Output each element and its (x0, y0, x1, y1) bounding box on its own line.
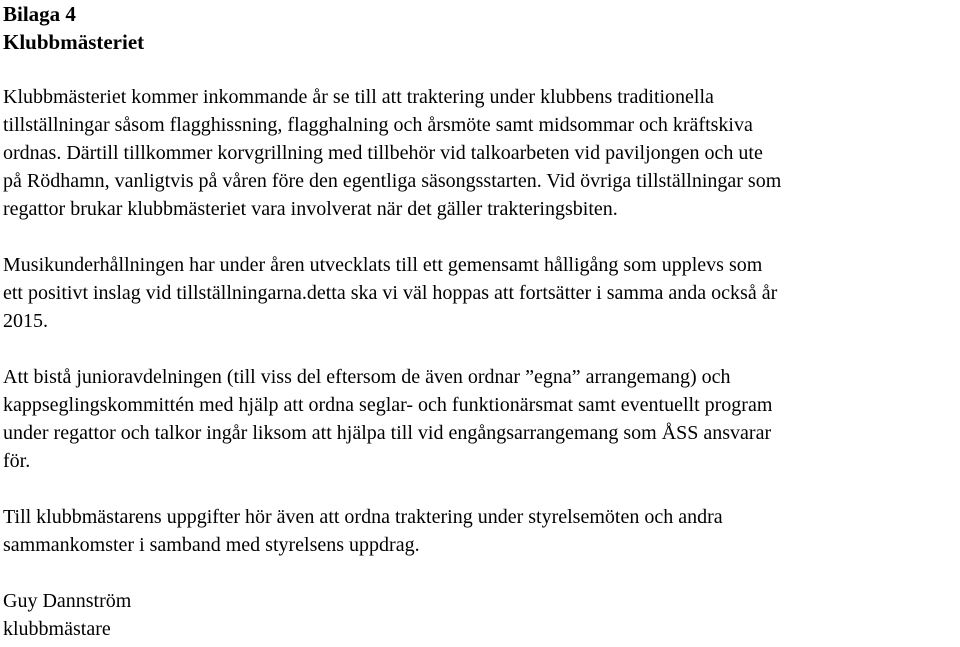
paragraph-line: för. (3, 450, 31, 472)
appendix-label: Bilaga 4 (3, 2, 76, 26)
paragraph-line: ett positivt inslag vid tillställningarna.detta ska vi väl hoppas att fortsätter i samma anda också år (3, 282, 778, 304)
paragraph-line: under regattor och talkor ingår liksom att hjälpa till vid engångsarrangemang som ÅSS ansvarar (3, 422, 772, 444)
paragraph-line: Att bistå junioravdelningen (till viss del eftersom de även ordnar ”egna” arrangemang) och (3, 366, 731, 388)
paragraph-board (3, 503, 957, 559)
paragraph-junior (3, 363, 957, 475)
paragraph-line: tillställningar såsom flagghissning, flagghalning och årsmöte samt midsommar och kräftskiva (3, 114, 753, 136)
paragraph-line: kappseglingskommittén med hjälp att ordna seglar- och funktionärsmat samt eventuellt program (3, 394, 773, 416)
signature-name: Guy Dannström (3, 590, 132, 612)
paragraph-intro (3, 83, 957, 223)
page-title: Klubbmästeriet (3, 30, 145, 54)
paragraph-line: på Rödhamn, vanligtvis på våren före den egentliga säsongsstarten. Vid övriga tillställningar som (3, 170, 782, 192)
paragraph-line: Till klubbmästarens uppgifter hör även att ordna traktering under styrelsemöten och andra (3, 506, 723, 528)
paragraph-line: 2015. (3, 310, 48, 332)
paragraph-line: regattor brukar klubbmästeriet vara involverat när det gäller trakteringsbiten. (3, 198, 618, 220)
signature-role: klubbmästare (3, 618, 111, 640)
document-page (3, 0, 957, 643)
paragraph-line: ordnas. Därtill tillkommer korvgrillning med tillbehör vid talkoarbeten vid paviljongen och ute (3, 142, 763, 164)
paragraph-line: sammankomster i samband med styrelsens uppdrag. (3, 534, 420, 556)
paragraph-line: Musikunderhållningen har under åren utvecklats till ett gemensamt hålligång som upplevs som (3, 254, 763, 276)
paragraph-line: Klubbmästeriet kommer inkommande år se till att traktering under klubbens traditionella (3, 86, 714, 108)
paragraph-music (3, 251, 957, 335)
signature-block (3, 587, 957, 643)
